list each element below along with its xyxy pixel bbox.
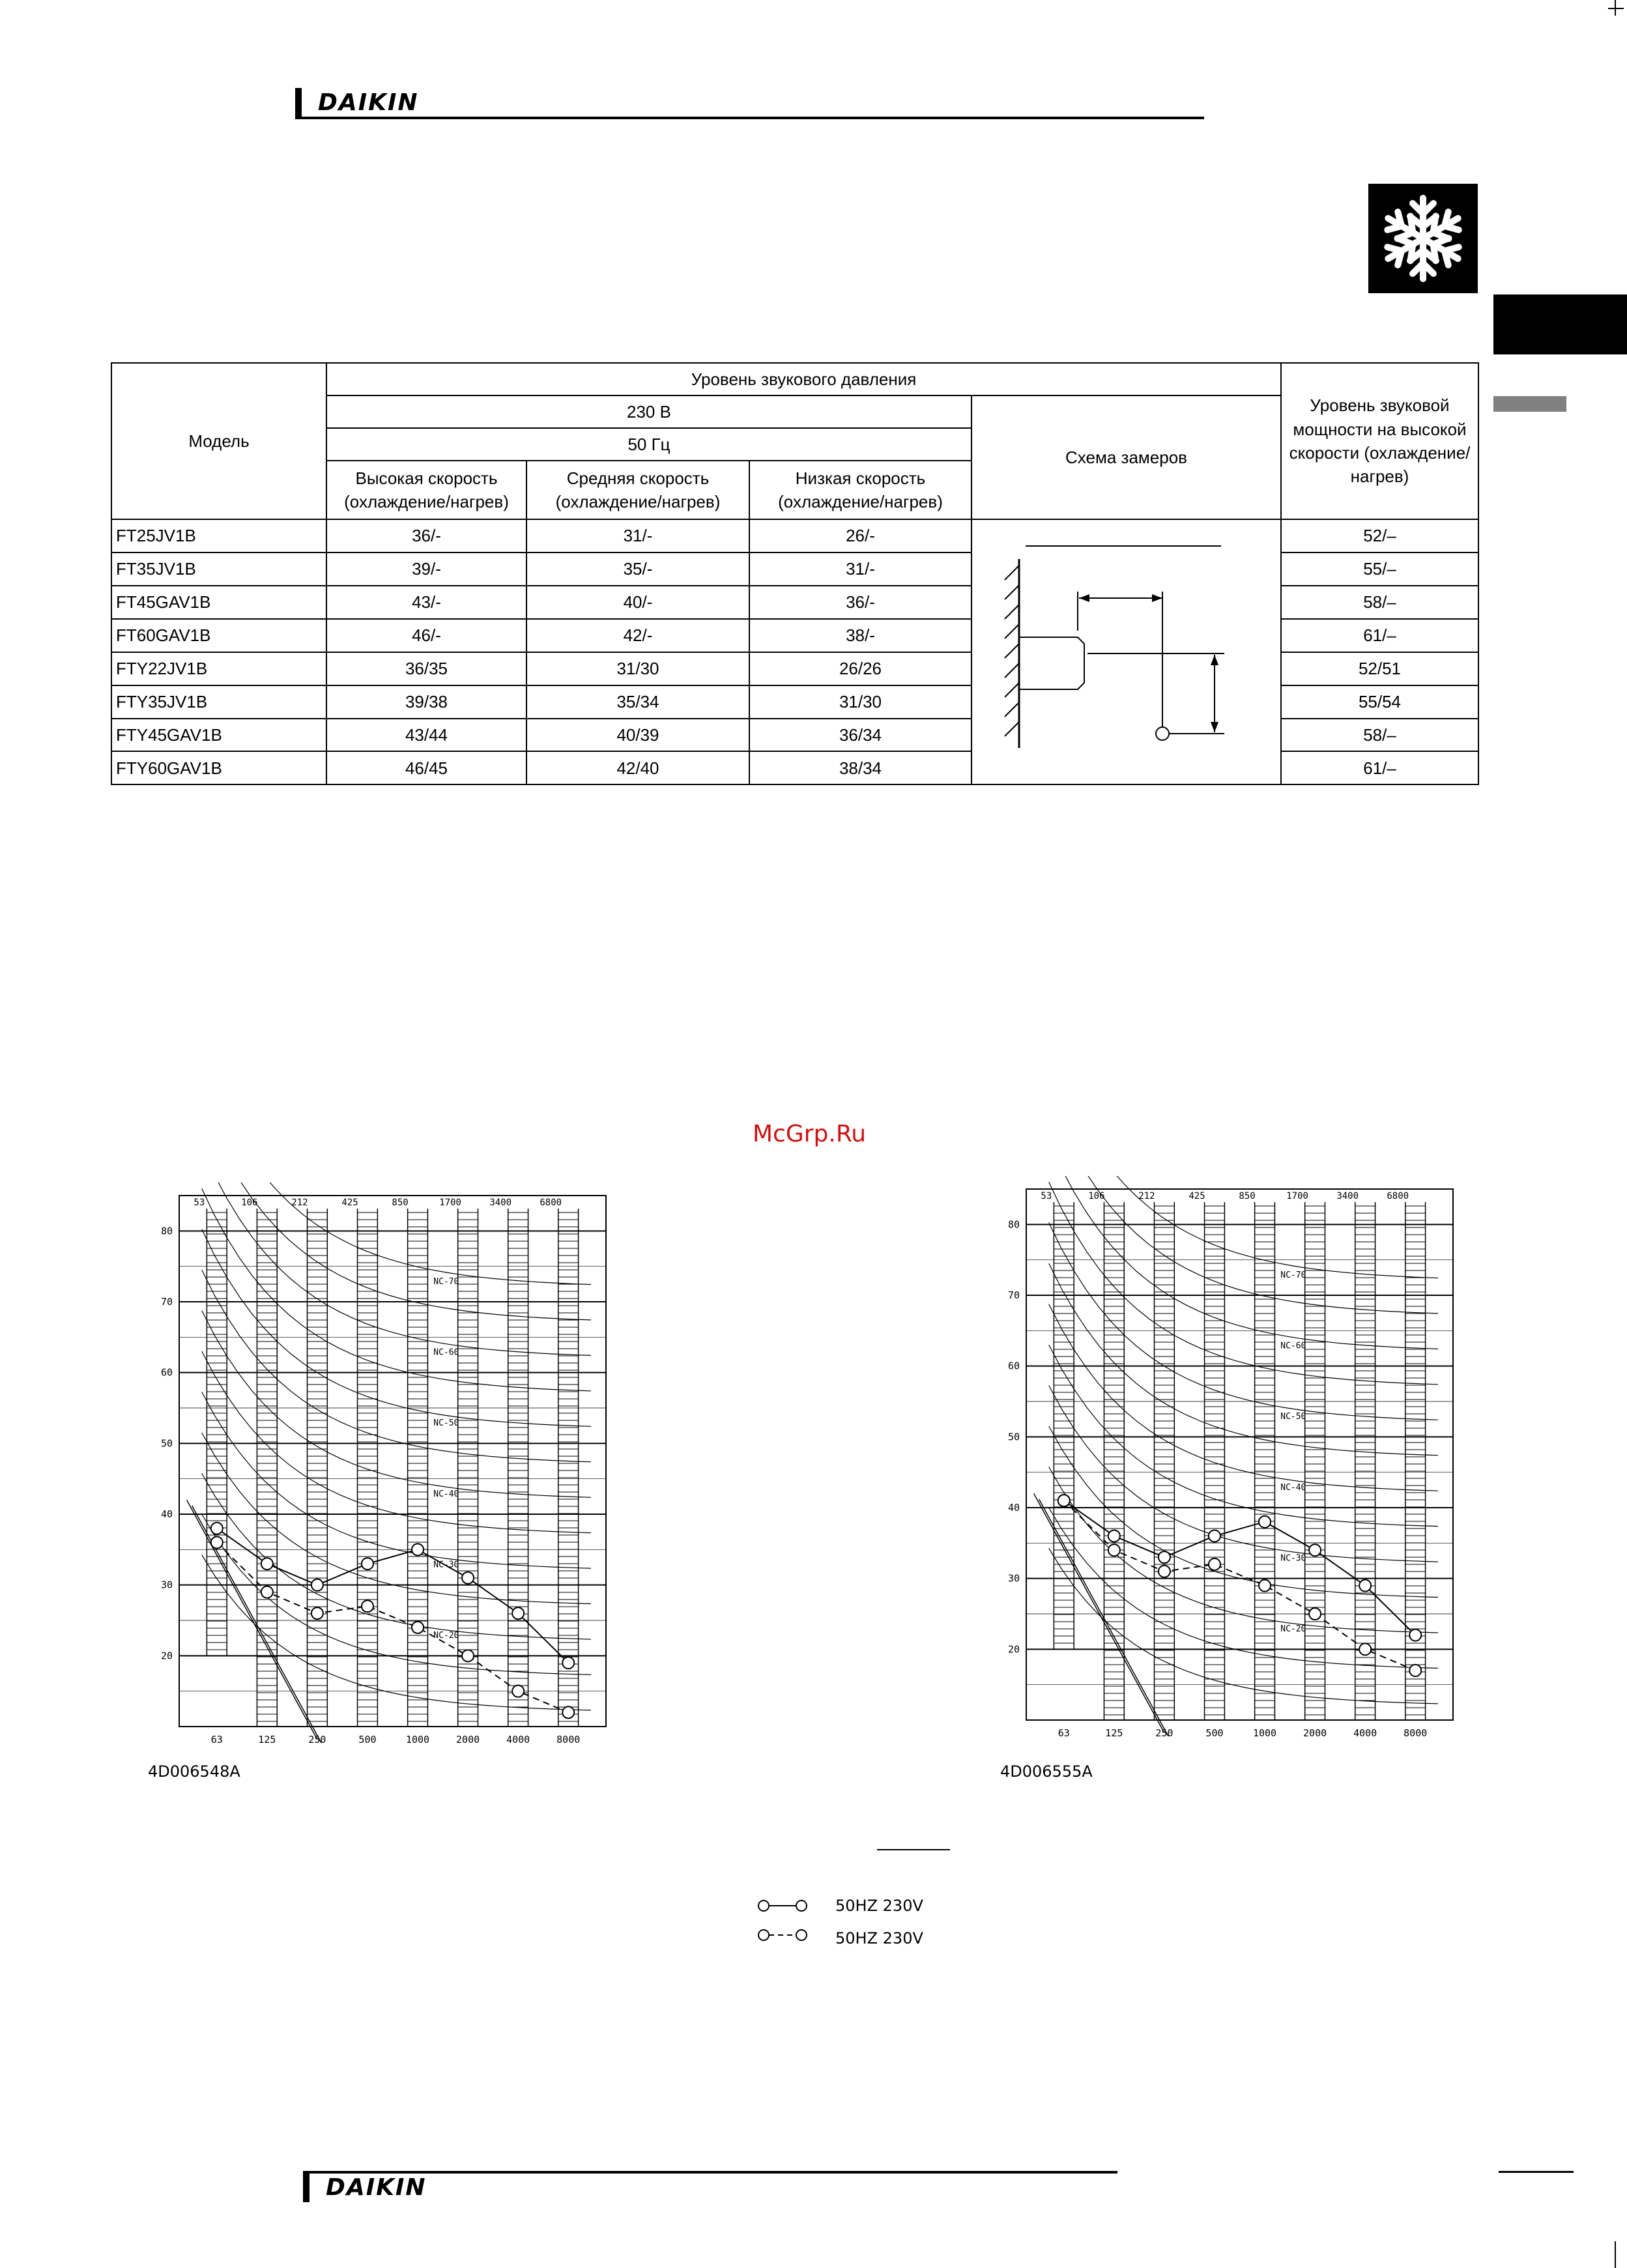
band-top-label: 106 <box>241 1198 258 1208</box>
nc-label: NC-60 <box>433 1347 459 1358</box>
nc-label: NC-40 <box>1280 1482 1306 1493</box>
y-tick-label: 50 <box>160 1437 173 1450</box>
data-point <box>362 1558 373 1570</box>
y-tick-label: 80 <box>160 1225 173 1237</box>
x-tick-label: 1000 <box>1252 1727 1277 1736</box>
data-point <box>412 1543 424 1555</box>
y-tick-label: 30 <box>1007 1572 1020 1585</box>
header-rule <box>295 117 1204 119</box>
col-model-header: Модель <box>111 363 326 519</box>
row-high: 46/- <box>326 619 526 652</box>
snowflake-icon <box>1368 184 1478 293</box>
band-top-label: 6800 <box>1387 1191 1409 1201</box>
y-tick-label: 50 <box>1007 1431 1020 1443</box>
row-low: 38/34 <box>749 751 972 784</box>
octave-band <box>508 1209 528 1727</box>
voltage-header: 230 В <box>326 395 972 428</box>
data-point <box>261 1586 273 1598</box>
section-tab-dark <box>1493 294 1627 354</box>
nc-curve <box>202 1188 591 1391</box>
x-tick-label: 4000 <box>506 1734 530 1743</box>
legend-solid-label: 50HZ 230V <box>835 1897 923 1915</box>
y-tick-label: 70 <box>1007 1289 1020 1301</box>
data-point <box>562 1706 574 1718</box>
data-point <box>362 1600 373 1612</box>
row-high: 39/- <box>326 553 526 586</box>
y-tick-label: 80 <box>1007 1218 1020 1231</box>
band-top-label: 3400 <box>489 1198 512 1208</box>
data-point <box>1058 1495 1070 1506</box>
row-swl: 55/54 <box>1281 685 1478 719</box>
y-tick-label: 60 <box>160 1366 173 1379</box>
row-low: 38/- <box>749 619 972 652</box>
row-swl: 52/– <box>1281 519 1478 553</box>
row-model: FTY60GAV1B <box>111 751 326 784</box>
octave-band <box>1205 1202 1225 1720</box>
band-top-label: 6800 <box>540 1198 562 1208</box>
x-tick-label: 1000 <box>405 1734 430 1743</box>
band-top-label: 425 <box>1188 1191 1205 1201</box>
row-high: 46/45 <box>326 751 526 784</box>
plot-frame <box>1026 1189 1453 1720</box>
nc-curve <box>202 1311 591 1498</box>
col-high-header: Высокая скорость (охлаждение/нагрев) <box>326 461 526 519</box>
header-bar-mark <box>295 88 302 118</box>
row-mid: 42/40 <box>526 751 749 784</box>
nc-chart-left <box>147 1183 616 1781</box>
octave-band <box>1104 1202 1124 1720</box>
nc-label: NC-30 <box>433 1560 459 1570</box>
row-mid: 35/34 <box>526 685 749 719</box>
data-point <box>211 1536 223 1548</box>
x-tick-label: 63 <box>210 1734 223 1743</box>
row-model: FT45GAV1B <box>111 586 326 619</box>
data-point <box>311 1607 323 1619</box>
nc-label: NC-50 <box>1280 1412 1306 1422</box>
row-swl: 52/51 <box>1281 652 1478 685</box>
x-tick-label: 500 <box>358 1734 377 1743</box>
row-high: 43/44 <box>326 719 526 752</box>
col-low-header: Низкая скорость (охлаждение/нагрев) <box>749 461 972 519</box>
row-swl: 61/– <box>1281 619 1478 652</box>
band-top-label: 1700 <box>1286 1191 1308 1201</box>
band-top-label: 1700 <box>439 1198 461 1208</box>
nc-label: NC-60 <box>1280 1341 1306 1351</box>
plot-frame <box>179 1196 606 1727</box>
table-row <box>111 519 1478 553</box>
row-mid: 31/- <box>526 519 749 553</box>
data-point <box>462 1572 474 1584</box>
row-swl: 58/– <box>1281 586 1478 619</box>
y-tick-label: 60 <box>1007 1360 1020 1372</box>
row-model: FTY22JV1B <box>111 652 326 685</box>
footer-page-rule <box>1499 2171 1574 2173</box>
section-tab-gray <box>1493 396 1566 412</box>
nc-curve <box>1049 1304 1438 1491</box>
row-low: 26/- <box>749 519 972 553</box>
band-top-label: 212 <box>1138 1191 1155 1201</box>
data-point <box>1209 1530 1220 1542</box>
x-tick-label: 500 <box>1205 1727 1224 1736</box>
row-mid: 40/39 <box>526 719 749 752</box>
nc-curve <box>1049 1223 1438 1420</box>
row-low: 36/- <box>749 586 972 619</box>
col-spl-header: Уровень звукового давления <box>326 363 1281 395</box>
row-high: 36/- <box>326 519 526 553</box>
data-point <box>1159 1551 1170 1563</box>
chart-code: 4D006548A <box>148 1762 240 1781</box>
row-high: 43/- <box>326 586 526 619</box>
octave-band <box>408 1209 428 1727</box>
row-low: 36/34 <box>749 719 972 752</box>
col-swl-header: Уровень звуковой мощности на высокой скорости (охлаждение/нагрев) <box>1281 363 1478 519</box>
x-tick-label: 125 <box>1105 1727 1123 1736</box>
band-top-label: 850 <box>1239 1191 1256 1201</box>
row-high: 39/38 <box>326 685 526 719</box>
row-model: FT60GAV1B <box>111 619 326 652</box>
chart-code: 4D006555A <box>1000 1762 1093 1781</box>
col-scheme-header: Схема замеров <box>972 395 1281 519</box>
octave-band <box>1355 1202 1375 1720</box>
octave-band <box>257 1209 277 1727</box>
octave-band <box>308 1209 328 1727</box>
row-mid: 35/- <box>526 553 749 586</box>
data-point <box>1259 1516 1271 1528</box>
data-point <box>1159 1566 1170 1577</box>
watermark: McGrp.Ru <box>753 1121 867 1147</box>
x-tick-label: 4000 <box>1353 1727 1377 1736</box>
data-point <box>462 1650 474 1661</box>
nc-label: NC-70 <box>1280 1270 1306 1280</box>
x-tick-label: 2000 <box>456 1734 480 1743</box>
data-point <box>1108 1530 1120 1542</box>
row-model: FT25JV1B <box>111 519 326 553</box>
x-tick-label: 250 <box>308 1734 326 1743</box>
row-high: 36/35 <box>326 652 526 685</box>
band-top-label: 212 <box>291 1198 308 1208</box>
nc-chart-right <box>994 1176 1463 1781</box>
data-point <box>1309 1608 1321 1620</box>
nc-label: NC-40 <box>433 1489 459 1499</box>
frequency-header: 50 Гц <box>326 428 972 461</box>
measurement-scheme-cell <box>972 519 1281 784</box>
data-point <box>562 1657 574 1669</box>
row-swl: 61/– <box>1281 751 1478 784</box>
legend-solid-line-icon <box>756 1896 814 1916</box>
footer-logo: DAIKIN <box>326 2174 427 2201</box>
row-swl: 58/– <box>1281 719 1478 752</box>
data-point <box>1108 1544 1120 1556</box>
row-swl: 55/– <box>1281 553 1478 586</box>
legend-rule <box>877 1849 950 1850</box>
band-top-label: 425 <box>341 1198 358 1208</box>
nc-curve <box>1049 1182 1438 1385</box>
footer-bar-mark <box>303 2172 310 2202</box>
nc-label: NC-20 <box>1280 1624 1306 1635</box>
sound-level-table <box>111 362 1479 785</box>
col-mid-header: Средняя скорость (охлаждение/нагрев) <box>526 461 749 519</box>
x-tick-label: 2000 <box>1303 1727 1327 1736</box>
x-tick-label: 250 <box>1155 1727 1173 1736</box>
octave-band <box>1405 1202 1426 1720</box>
octave-band <box>558 1209 579 1727</box>
data-point <box>512 1686 524 1697</box>
octave-band <box>358 1209 378 1727</box>
y-tick-label: 30 <box>160 1579 173 1591</box>
nc-label: NC-30 <box>1280 1553 1306 1564</box>
legend-dashed-line-icon <box>756 1925 814 1945</box>
data-point <box>311 1579 323 1591</box>
data-point <box>1259 1580 1271 1592</box>
nc-label: NC-20 <box>433 1631 459 1641</box>
data-point <box>1409 1629 1421 1641</box>
y-tick-label: 20 <box>1007 1643 1020 1656</box>
row-low: 31/30 <box>749 685 972 719</box>
x-tick-label: 63 <box>1058 1727 1070 1736</box>
y-tick-label: 20 <box>160 1650 173 1662</box>
data-point <box>1409 1665 1421 1676</box>
band-top-label: 106 <box>1088 1191 1105 1201</box>
nc-curve <box>202 1514 591 1674</box>
data-point <box>211 1523 223 1534</box>
nc-label: NC-50 <box>433 1418 459 1429</box>
data-point <box>512 1607 524 1619</box>
nc-curve <box>202 1229 591 1427</box>
row-mid: 42/- <box>526 619 749 652</box>
row-mid: 31/30 <box>526 652 749 685</box>
x-tick-label: 125 <box>258 1734 276 1743</box>
y-tick-label: 70 <box>160 1296 173 1308</box>
corner-mark-top-h <box>1608 8 1624 9</box>
row-model: FTY35JV1B <box>111 685 326 719</box>
data-point <box>1359 1580 1371 1592</box>
data-point <box>1359 1643 1371 1655</box>
y-tick-label: 40 <box>1007 1502 1020 1514</box>
octave-band <box>1255 1202 1275 1720</box>
band-top-label: 3400 <box>1336 1191 1359 1201</box>
data-point <box>412 1622 424 1633</box>
y-tick-label: 40 <box>160 1508 173 1520</box>
row-model: FTY45GAV1B <box>111 719 326 752</box>
row-low: 26/26 <box>749 652 972 685</box>
data-point <box>261 1558 273 1570</box>
footer-rule <box>303 2171 1117 2174</box>
x-tick-label: 8000 <box>1404 1727 1428 1736</box>
row-mid: 40/- <box>526 586 749 619</box>
series-line-solid <box>1064 1500 1415 1635</box>
nc-label: NC-70 <box>433 1276 459 1287</box>
legend-dashed-label: 50HZ 230V <box>835 1929 923 1947</box>
corner-mark-bottom <box>1615 2241 1616 2268</box>
header-logo: DAIKIN <box>318 89 419 116</box>
data-point <box>1209 1558 1220 1570</box>
octave-band <box>1155 1202 1175 1720</box>
band-top-label: 850 <box>392 1198 409 1208</box>
measurement-scheme-diagram <box>973 520 1280 778</box>
row-low: 31/- <box>749 553 972 586</box>
octave-band <box>1305 1202 1325 1720</box>
band-top-label: 53 <box>194 1198 205 1208</box>
band-top-label: 53 <box>1041 1191 1052 1201</box>
data-point <box>1309 1544 1321 1556</box>
x-tick-label: 8000 <box>556 1734 581 1743</box>
octave-band <box>458 1209 478 1727</box>
row-model: FT35JV1B <box>111 553 326 586</box>
